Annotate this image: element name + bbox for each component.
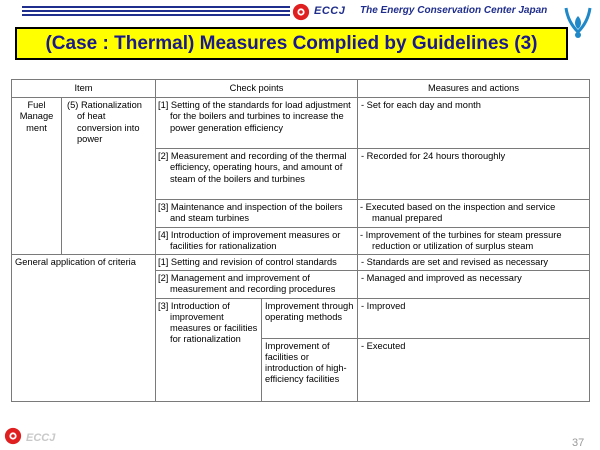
header-rule-lines xyxy=(22,6,290,18)
footer-sun-logo-icon xyxy=(4,427,22,445)
check-point-cell: [2] Measurement and recording of the thermal efficiency, operating hours, and amount of steam of the boilers and turbines xyxy=(156,149,358,200)
action-cell: - Standards are set and revised as necessary xyxy=(358,255,590,271)
action-cell: - Managed and improved as necessary xyxy=(358,271,590,298)
fuel-management-category: Fuel Manage ment xyxy=(12,98,62,255)
slide-title-box xyxy=(15,27,568,60)
header-brand: ECCJ xyxy=(314,5,346,17)
check-point-cell: [3] Maintenance and inspection of the boilers and steam turbines xyxy=(156,200,358,227)
action-cell: - Executed xyxy=(358,338,590,401)
header-measures: Measures and actions xyxy=(358,80,590,98)
fuel-management-subcategory: (5) Rationalization of heat conversion into power xyxy=(62,98,156,255)
footer-brand: ECCJ xyxy=(26,432,56,444)
header-item: Item xyxy=(12,80,156,98)
measures-table xyxy=(11,79,590,402)
check-point-cell: [3] Introduction of improvement measures or facilities for rationalization xyxy=(156,298,262,401)
header-check-points: Check points xyxy=(156,80,358,98)
action-cell: - Set for each day and month xyxy=(358,98,590,149)
method-cell: Improvement through operating methods xyxy=(262,298,358,338)
eccj-sun-logo-icon xyxy=(292,3,310,21)
action-cell: - Improvement of the turbines for steam pressure reduction or utilization of surplus steam xyxy=(358,227,590,254)
action-cell: - Executed based on the inspection and service manual prepared xyxy=(358,200,590,227)
method-cell: Improvement of facilities or introduction of high-efficiency facilities xyxy=(262,338,358,401)
slide-title: (Case : Thermal) Measures Complied by Guidelines (3) xyxy=(45,32,538,54)
header-organization: The Energy Conservation Center Japan xyxy=(360,5,548,16)
action-cell: - Improved xyxy=(358,298,590,338)
check-point-cell: [2] Management and improvement of measurement and recording procedures xyxy=(156,271,358,298)
check-point-cell: [4] Introduction of improvement measures or facilities for rationalization xyxy=(156,227,358,254)
table-row xyxy=(12,255,590,271)
check-point-cell: [1] Setting of the standards for load adjustment for the boilers and turbines to increase the power generation efficiency xyxy=(156,98,358,149)
table-row xyxy=(12,98,590,149)
check-point-cell: [1] Setting and revision of control standards xyxy=(156,255,358,271)
table-header-row xyxy=(12,80,590,98)
page-number: 37 xyxy=(572,437,585,449)
action-cell: - Recorded for 24 hours thoroughly xyxy=(358,149,590,200)
general-category: General application of criteria xyxy=(12,255,156,402)
